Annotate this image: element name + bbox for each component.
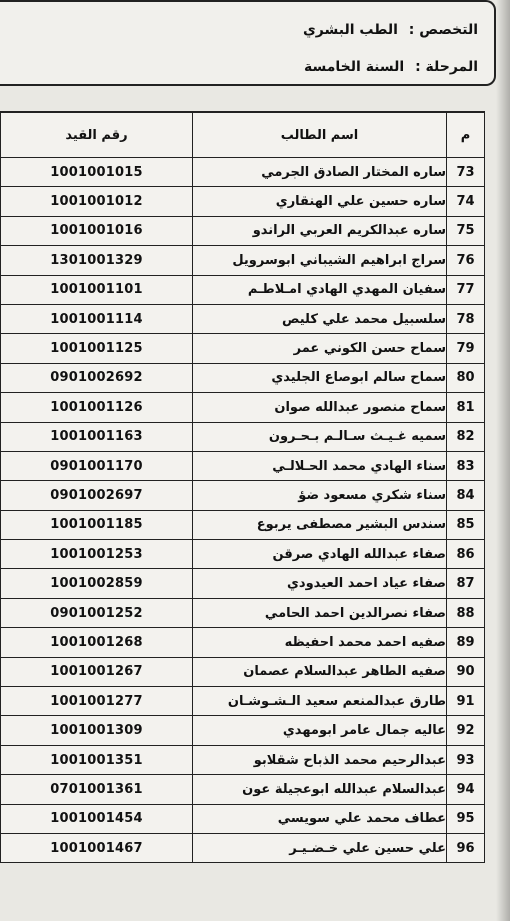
row-number: 93 (447, 745, 485, 774)
student-name: طارق عبدالمنعم سعيد الـشـوشـان (193, 687, 447, 716)
student-name: علي حسين علي خـضـيـر (193, 833, 447, 862)
row-number: 91 (447, 687, 485, 716)
student-name: ساره المختار الصادق الجرمي (193, 158, 447, 187)
student-name: صفاء عياد احمد العيدودي (193, 569, 447, 598)
registration-number: 1001001309 (1, 716, 193, 745)
specialization-line (303, 22, 478, 38)
registration-number: 1001001163 (1, 422, 193, 451)
row-number: 73 (447, 158, 485, 187)
row-number: 84 (447, 481, 485, 510)
table-row (1, 657, 485, 686)
student-table (0, 111, 485, 863)
stage-value: السنة الخامسة (304, 59, 405, 75)
student-name: صفيه الطاهر عبدالسلام عصمان (193, 657, 447, 686)
registration-number: 0901002692 (1, 363, 193, 392)
row-number: 88 (447, 598, 485, 627)
row-number: 85 (447, 510, 485, 539)
student-name: عاليه جمال عامر ابومهدي (193, 716, 447, 745)
table-header-row (1, 112, 485, 158)
table-row (1, 304, 485, 333)
row-number: 74 (447, 187, 485, 216)
registration-number: 1001001114 (1, 304, 193, 333)
student-name: ساره عبدالكريم العربي الراندو (193, 216, 447, 245)
registration-number: 1301001329 (1, 246, 193, 275)
table-row (1, 246, 485, 275)
student-name: سميه غـيـث سـالـم بـحـرون (193, 422, 447, 451)
column-header-name: اسم الطالب (193, 112, 447, 158)
table-row (1, 540, 485, 569)
row-number: 89 (447, 628, 485, 657)
student-name: صفاء عبدالله الهادي صرقن (193, 540, 447, 569)
registration-number: 0901001252 (1, 598, 193, 627)
student-name: سماح منصور عبدالله صوان (193, 393, 447, 422)
table-row (1, 275, 485, 304)
student-name: سماح حسن الكوني عمر (193, 334, 447, 363)
registration-number: 1001001015 (1, 158, 193, 187)
header-box (0, 0, 496, 86)
table-row (1, 216, 485, 245)
registration-number: 0901001170 (1, 451, 193, 480)
row-number: 76 (447, 246, 485, 275)
registration-number: 1001001016 (1, 216, 193, 245)
student-name: عبدالسلام عبدالله ابوعجيلة عون (193, 775, 447, 804)
table-row (1, 451, 485, 480)
table-row (1, 716, 485, 745)
table-row (1, 687, 485, 716)
row-number: 96 (447, 833, 485, 862)
row-number: 75 (447, 216, 485, 245)
student-name: ساره حسين علي الهنقاري (193, 187, 447, 216)
row-number: 79 (447, 334, 485, 363)
registration-number: 1001001454 (1, 804, 193, 833)
page-edge-shadow (496, 0, 510, 921)
row-number: 95 (447, 804, 485, 833)
row-number: 87 (447, 569, 485, 598)
student-name: سراج ابراهيم الشيباني ابوسرويل (193, 246, 447, 275)
row-number: 77 (447, 275, 485, 304)
table-row (1, 393, 485, 422)
student-name: سماح سالم ابوصاع الجليدي (193, 363, 447, 392)
table-row (1, 833, 485, 862)
student-name: سفيان المهدي الهادي امـلاطـم (193, 275, 447, 304)
registration-number: 1001001126 (1, 393, 193, 422)
student-name: صفيه احمد محمد احفيظه (193, 628, 447, 657)
registration-number: 1001001351 (1, 745, 193, 774)
registration-number: 1001001267 (1, 657, 193, 686)
row-number: 90 (447, 657, 485, 686)
row-number: 94 (447, 775, 485, 804)
table-row (1, 745, 485, 774)
row-number: 82 (447, 422, 485, 451)
column-header-number: م (447, 112, 485, 158)
table-row (1, 775, 485, 804)
student-name: سندس البشير مصطفى يربوع (193, 510, 447, 539)
specialization-label: التخصص : (408, 22, 478, 38)
specialization-value: الطب البشري (302, 22, 398, 38)
registration-number: 1001001467 (1, 833, 193, 862)
table-row (1, 422, 485, 451)
student-name: سلسبيل محمد علي كليص (193, 304, 447, 333)
table-row (1, 628, 485, 657)
registration-number: 1001001253 (1, 540, 193, 569)
table-row (1, 363, 485, 392)
row-number: 80 (447, 363, 485, 392)
row-number: 86 (447, 540, 485, 569)
table-row (1, 158, 485, 187)
row-number: 78 (447, 304, 485, 333)
registration-number: 1001001101 (1, 275, 193, 304)
student-name: صفاء نصرالدين احمد الحامي (193, 598, 447, 627)
table-row (1, 598, 485, 627)
student-name: سناء شكري مسعود ضؤ (193, 481, 447, 510)
student-name: عطاف محمد علي سويسي (193, 804, 447, 833)
student-name: عبدالرحيم محمد الذباح شقلابو (193, 745, 447, 774)
registration-number: 1001001185 (1, 510, 193, 539)
stage-line (304, 59, 478, 75)
table-row (1, 569, 485, 598)
table-row (1, 510, 485, 539)
row-number: 83 (447, 451, 485, 480)
stage-label: المرحلة : (415, 59, 478, 75)
table-row (1, 334, 485, 363)
registration-number: 1001001012 (1, 187, 193, 216)
registration-number: 1001002859 (1, 569, 193, 598)
row-number: 81 (447, 393, 485, 422)
table-row (1, 804, 485, 833)
registration-number: 0701001361 (1, 775, 193, 804)
registration-number: 1001001268 (1, 628, 193, 657)
table-row (1, 481, 485, 510)
registration-number: 0901002697 (1, 481, 193, 510)
registration-number: 1001001125 (1, 334, 193, 363)
table-row (1, 187, 485, 216)
student-name: سناء الهادي محمد الحـلالـي (193, 451, 447, 480)
registration-number: 1001001277 (1, 687, 193, 716)
row-number: 92 (447, 716, 485, 745)
column-header-registration: رقم القيد (1, 112, 193, 158)
